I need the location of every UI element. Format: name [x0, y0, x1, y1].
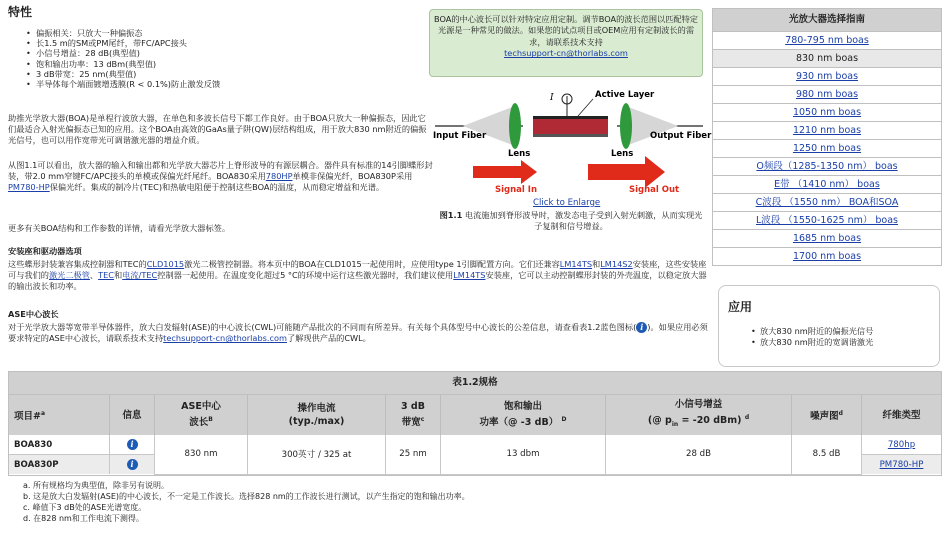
list-item: • 小信号增益：28 dB(典型值) [36, 48, 436, 58]
guide-link[interactable]: 780-795 nm boas [785, 35, 869, 46]
bandwidth-cell: 25 nm [386, 435, 441, 474]
col-fiber: 纤维类型 [862, 395, 942, 435]
applications-title: 应用 [728, 300, 753, 314]
custom-wavelength-note: BOA的中心波长可以针对特定应用定制。调节BOA的波长范围以匹配特定光源是一种常见的做法。如果您的试点项目或OEM应用有定制波长的需求，请联系技术支持 techsupport-cn@thorlabs.com [429, 9, 703, 77]
lens-right-icon [620, 103, 632, 149]
input-fiber-label: Input Fiber [433, 131, 487, 141]
guide-link[interactable]: L波段 （1550-1625 nm） boas [755, 215, 899, 226]
guide-link[interactable]: E带 （1410 nm） boas [774, 179, 880, 190]
figure-caption: 图1.1 电流施加到脊形波导时，激发态电子受到入射光刺激，从而实现光子复制和信号增益。 [439, 210, 703, 231]
footnote: c. 峰值下3 dB处的ASE光谱宽度。 [23, 503, 147, 512]
guide-title: 光放大器选择指南 [713, 9, 941, 31]
col-bandwidth: 3 dB 带宽$^c$ [386, 395, 441, 435]
guide-link[interactable]: 1210 nm boas [792, 125, 862, 136]
footnote: b. 这是放大白发辐射(ASE)的中心波长，不一定是工作波长。选择828 nm的工作波长进行测试，以产生指定的饱和输出功率。 [23, 492, 470, 501]
features-list [36, 28, 436, 89]
guide-link[interactable]: 1050 nm boas [792, 107, 862, 118]
chip-body [533, 118, 608, 134]
link-pm780-hp[interactable]: PM780-HP [8, 181, 50, 192]
table-row [9, 435, 941, 455]
techsupport-link[interactable]: techsupport-cn@thorlabs.com [163, 333, 287, 343]
spec-table-caption: 表1.2规格 [9, 372, 941, 395]
signal-in-label: Signal In [495, 185, 537, 195]
info-icon[interactable]: i [127, 439, 138, 450]
current-cell: 300英寸 / 325 at [248, 435, 386, 474]
footnote: a. 所有规格均为典型值，除非另有说明。 [23, 481, 169, 490]
guide-current: 830 nm boas [795, 53, 859, 64]
details-paragraph: 更多有关BOA结构和工作参数的详情，请看光学放大器标签。 [8, 223, 231, 233]
spec-table [8, 371, 942, 476]
chip-base [533, 134, 608, 137]
col-saturation: 饱和输出 功率（@ -3 dB） $^D$ [441, 395, 606, 435]
col-gain: 小信号增益 (@ $p_{in} = -20$ dBm) $^d$ [606, 395, 792, 435]
item-cell: BOA830P [9, 455, 110, 475]
guide-link[interactable]: 1250 nm boas [792, 143, 862, 154]
click-to-enlarge-link[interactable]: Click to Enlarge [533, 198, 601, 208]
footnote: d. 在828 nm和工作电流下测得。 [23, 514, 144, 523]
intro-paragraph: 助推光学放大器(BOA)是单程行波放大器，在单色和多波长信号下都工作良好。由于BOA只放大一种偏振态，因此它们最适合入射光偏振态已知的应用。这个BOA由高效的GaAs量子阱(QW)层结构组成，用于放大830 nm附近的偏振光信号，也可以用作宽带光可调谐激光器的增益介质。 [8, 113, 427, 145]
ase-title: ASE中心波长 [8, 309, 59, 319]
link-lm14s2[interactable]: LM14S2 [600, 259, 633, 269]
list-item: • 饱和输出功率：13 dBm(典型值) [36, 59, 436, 69]
list-item: • 3 dB带宽：25 nm(典型值) [36, 69, 436, 79]
selection-guide [712, 8, 942, 266]
link-lm14ts-2[interactable]: LM14TS [453, 269, 486, 280]
noise-figure-cell: 8.5 dB [792, 435, 862, 474]
signal-out-label: Signal Out [629, 185, 680, 195]
guide-link[interactable]: 1700 nm boas [792, 251, 862, 262]
active-layer-strip [533, 116, 608, 119]
link-780hp[interactable]: 780HP [265, 170, 293, 181]
current-label: I [550, 93, 554, 103]
note-email-link[interactable]: techsupport-cn@thorlabs.com [504, 48, 628, 59]
list-item: • 偏振相关：只放大一种偏振态 [36, 28, 436, 38]
fiber-link[interactable]: PM780-HP [879, 459, 924, 470]
saturation-cell: 13 dbm [441, 435, 606, 474]
guide-link[interactable]: 980 nm boas [795, 89, 859, 100]
item-cell: BOA830 [9, 435, 110, 455]
info-icon[interactable]: i [127, 459, 138, 470]
list-item: • 半导体每个端面镀增透膜(R < 0.1%)防止激发反馈 [36, 79, 436, 89]
list-item: • 长1.5 m的SM或PM尾纤，带FC/APC接头 [36, 38, 436, 48]
link-lm14ts[interactable]: LM14TS [559, 259, 593, 269]
col-noise-figure: 噪声图$^d$ [792, 395, 862, 435]
col-current: 操作电流 (typ./max) [248, 395, 386, 435]
col-ase: ASE中心 波长$^B$ [155, 395, 248, 435]
guide-link[interactable]: 930 nm boas [795, 71, 859, 82]
signal-in-arrow [473, 160, 537, 184]
guide-link[interactable]: O频段（1285-1350 nm） boas [756, 161, 898, 172]
link-tec[interactable]: TEC [98, 269, 115, 280]
guide-link[interactable]: 1685 nm boas [792, 233, 862, 244]
gain-cell: 28 dB [606, 435, 792, 474]
ase-cell: 830 nm [155, 435, 248, 474]
mount-paragraph: 这些蝶形封装兼容集成控制器和TEC的CLD1015激光二极管控制器。将本页中的BOA在CLD1015一起使用时，应使用type 1引脚配置方向。它们还兼容LM14TS和LM14S2安装座，这些安装座可与我们的激光二极管、TEC和电流/TEC控制器一起使用。在温度变化超过5 °C的环境中运行这些激光器时，我们建议使用LM14TS安装座，它可以主动控制蝶形封装的外壳温度，以稳定放大器的输出波长和功率。 [8, 259, 707, 291]
link-laser-diode[interactable]: 激光二极管 [48, 269, 90, 280]
lens-left-icon [509, 103, 521, 149]
active-layer-label: Active Layer [595, 90, 655, 100]
signal-out-arrow [588, 156, 665, 188]
ase-paragraph: 对于光学放大器等宽带半导体器件，放大白发辐射(ASE)的中心波长(CWL)可能随产品批次的不同而有所差异。有关每个具体型号中心波长的公差信息，请查看表1.2蓝色图标( i )。如果应用必须要求特定的ASE中心波长，请联系技术支持techsupport-cn@thorlabs.com了解现供产品的CWL。 [8, 322, 708, 343]
applications-box [718, 285, 940, 367]
info-icon[interactable]: i [636, 322, 647, 333]
lens-left-label: Lens [508, 149, 531, 159]
mount-title: 安装座和驱动器选项 [8, 246, 82, 256]
lens-right-label: Lens [611, 149, 634, 159]
guide-link[interactable]: C波段 （1550 nm） BOA和SOA [755, 197, 899, 208]
list-item: • 放大830 nm附近的宽调谐激光 [760, 337, 873, 348]
output-fiber-label: Output Fiber [650, 131, 712, 141]
list-item: • 放大830 nm附近的偏振光信号 [760, 326, 873, 337]
features-title: 特性 [8, 5, 33, 19]
coupling-paragraph: 从图1.1可以看出，放大器的输入和输出都和光学放大器芯片上脊形波导的有源层耦合。器件具有标准的14引脚蝶形封装，带2.0 mm窄键FC/APC接头的单模或保偏光纤尾纤。BOA830采用780HP单模非保偏光纤，BOA830P采用PM780-HP保偏光纤。集成的制冷片(TEC)和热敏电阻便于控制这些BOA的温度，从而稳定增益和光谱。 [8, 160, 433, 192]
fiber-link[interactable]: 780hp [887, 439, 916, 450]
link-current-tec[interactable]: 电流/TEC [122, 269, 158, 280]
col-info: 信息 [110, 395, 155, 435]
boa-diagram[interactable] [433, 84, 712, 202]
col-item: 项目#$^a$ [9, 395, 110, 435]
link-cld1015[interactable]: CLD1015 [146, 259, 185, 269]
